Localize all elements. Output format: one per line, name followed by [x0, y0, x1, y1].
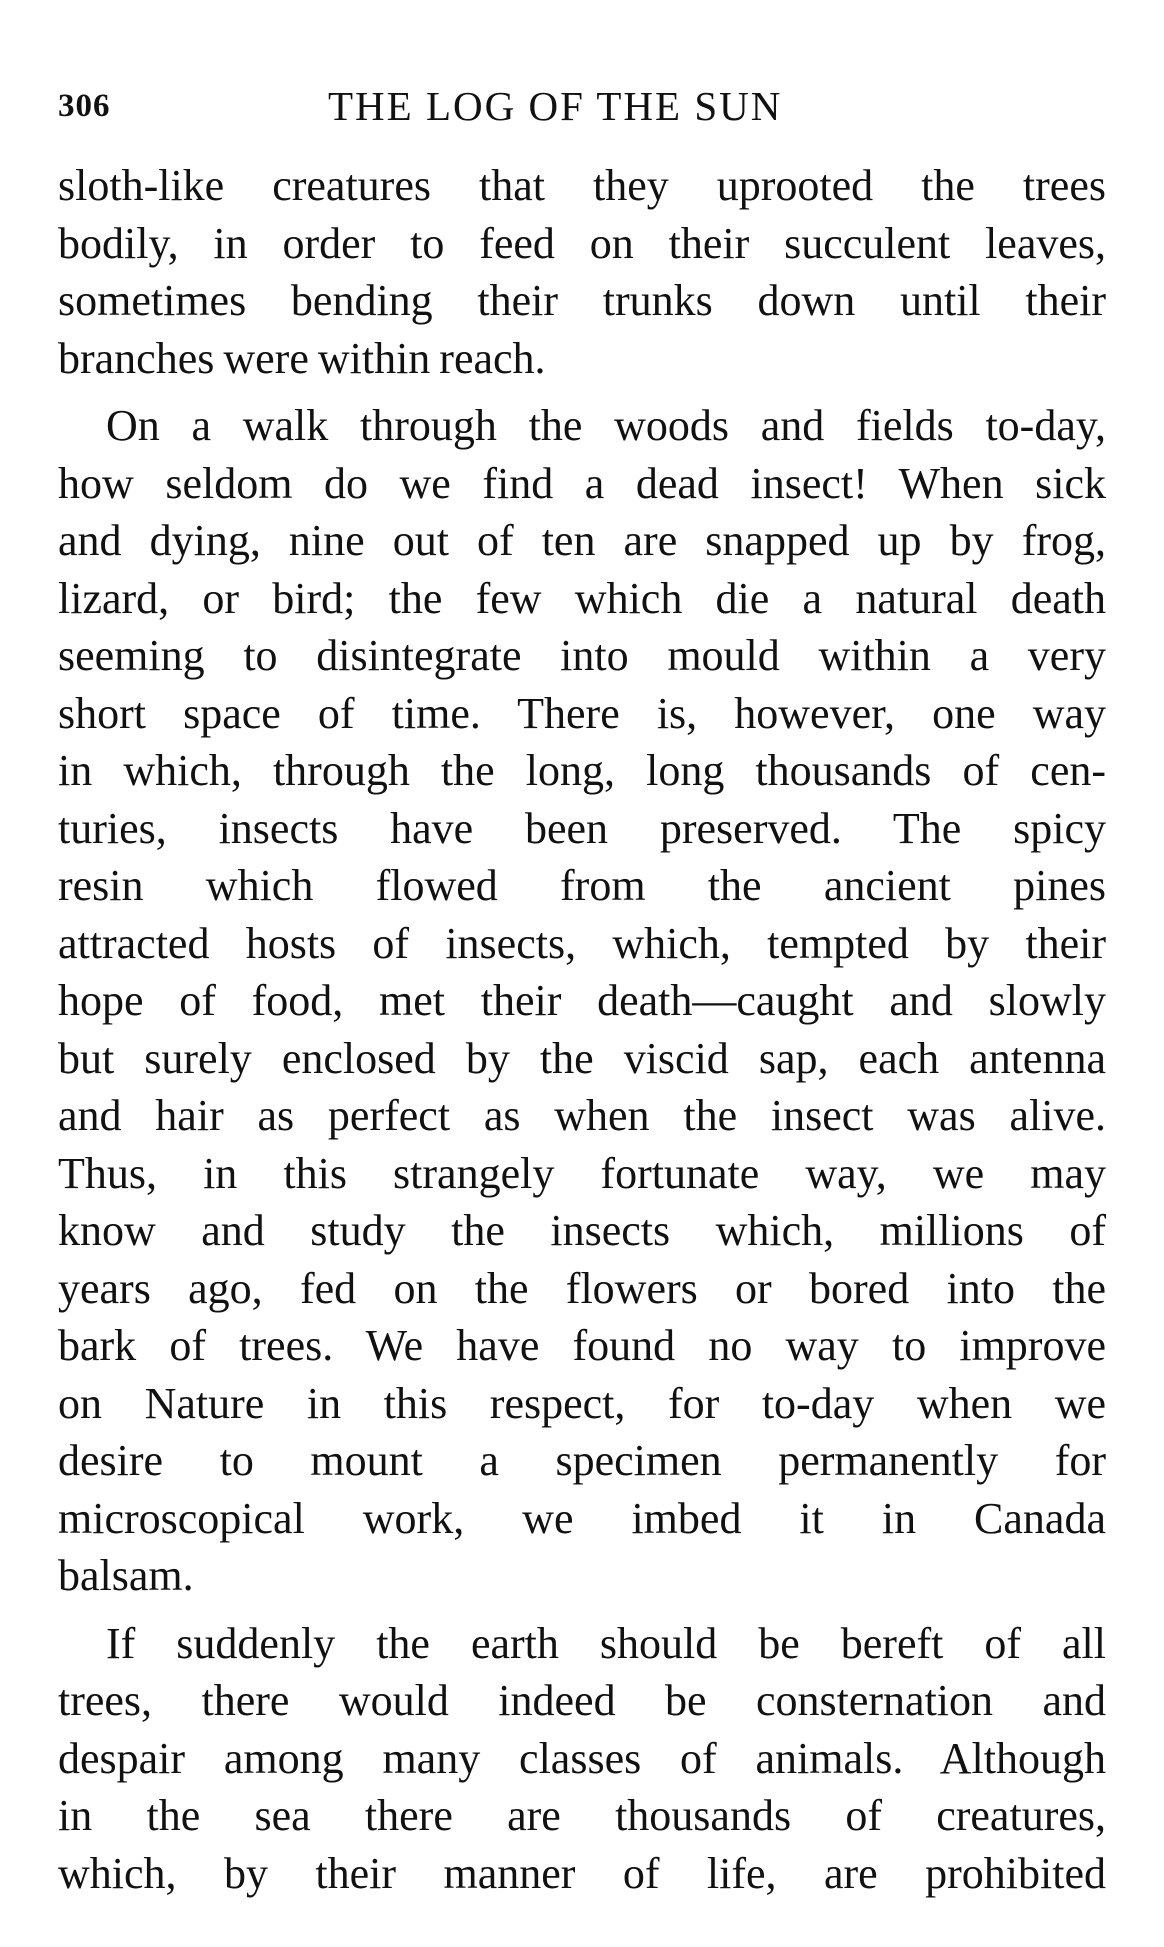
text-line: and hair as perfect as when the insect was alive. [58, 1091, 1106, 1140]
page-number: 306 [58, 88, 111, 124]
text-line: attracted hosts of insects, which, tempted by their [58, 918, 1106, 968]
text-line: which, by their manner of life, are prohibited [58, 1848, 1106, 1898]
text-line: If suddenly the earth should be bereft of all [106, 1618, 1106, 1668]
text-line: in the sea there are thousands of creatures, [58, 1791, 1106, 1840]
text-line: sometimes bending their trunks down until their [58, 276, 1106, 325]
text-line: turies, insects have been preserved. The spicy [58, 803, 1106, 853]
text-line: bark of trees. We have found no way to improve [58, 1321, 1106, 1370]
text-line: and dying, nine out of ten are snapped up by frog, [58, 516, 1106, 565]
text-line: years ago, fed on the flowers or bored into the [58, 1263, 1106, 1313]
text-line: seeming to disintegrate into mould within a very [58, 631, 1106, 680]
text-line: sloth-like creatures that they uprooted the trees [58, 161, 1106, 210]
running-head [58, 82, 1106, 130]
text-line: On a walk through the woods and fields to-day, [106, 401, 1106, 450]
text-line: know and study the insects which, millions of [58, 1206, 1106, 1255]
text-line: hope of food, met their death—caught and slowly [58, 976, 1106, 1025]
text-line: microscopical work, we imbed it in Canada [58, 1493, 1106, 1543]
text-line: but surely enclosed by the viscid sap, each antenna [58, 1033, 1106, 1083]
text-line: balsam. [58, 1551, 194, 1600]
text-line: resin which flowed from the ancient pines [58, 861, 1106, 910]
text-line: despair among many classes of animals. Although [58, 1733, 1106, 1783]
paragraph-2 [58, 397, 1106, 1605]
text-line: in which, through the long, long thousands of cen- [58, 746, 1106, 795]
text-line: bodily, in order to feed on their succulent leaves, [58, 218, 1106, 268]
text-line: on Nature in this respect, for to-day when we [58, 1378, 1106, 1428]
text-line: branches were within reach. [58, 333, 546, 383]
text-line: desire to mount a specimen permanently for [58, 1436, 1106, 1485]
text-line: short space of time. There is, however, one way [58, 688, 1106, 738]
paragraph-1 [58, 157, 1106, 387]
body-text [58, 157, 1106, 1902]
paragraph-3 [58, 1615, 1106, 1903]
paragraph-gap [58, 1605, 1106, 1615]
text-line: trees, there would indeed be consternation and [58, 1676, 1106, 1725]
text-line: lizard, or bird; the few which die a natural death [58, 573, 1106, 623]
text-line: Thus, in this strangely fortunate way, we may [58, 1148, 1106, 1198]
running-title: THE LOG OF THE SUN [328, 83, 783, 129]
paragraph-gap [58, 387, 1106, 397]
text-line: how seldom do we find a dead insect! When sick [58, 458, 1106, 508]
